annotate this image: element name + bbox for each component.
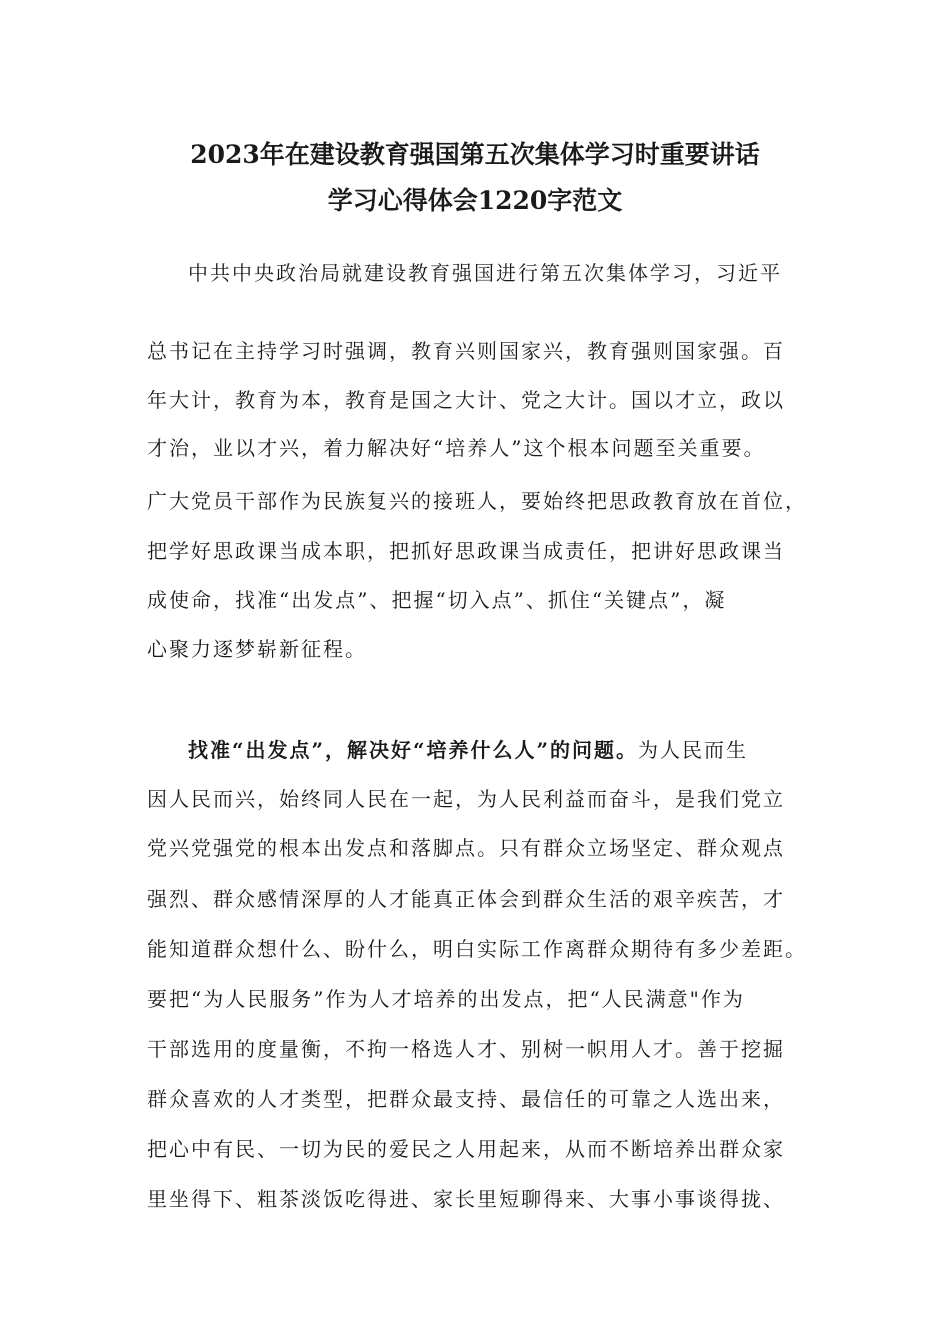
paragraph-1-line: 成使命，找准“出发点”、把握“切入点”、抓住“关键点”，凝 xyxy=(147,588,727,612)
paragraph-2-line: 把心中有民、一切为民的爱民之人用起来，从而不断培养出群众家 xyxy=(147,1137,785,1161)
paragraph-2-first-line xyxy=(188,735,748,765)
paragraph-2-line: 群众喜欢的人才类型，把群众最支持、最信任的可靠之人选出来， xyxy=(147,1087,785,1111)
paragraph-1-line: 广大党员干部作为民族复兴的接班人，要始终把思政教育放在首位， xyxy=(147,489,807,513)
paragraph-2-line: 干部选用的度量衡，不拘一格选人才、别树一帜用人才。善于挖掘 xyxy=(147,1037,785,1061)
paragraph-2-line: 强烈、群众感情深厚的人才能真正体会到群众生活的艰辛疾苦，才 xyxy=(147,887,785,911)
paragraph-2-line: 里坐得下、粗茶淡饭吃得进、家长里短聊得来、大事小事谈得拢、 xyxy=(147,1187,785,1211)
paragraph-2-line: 能知道群众想什么、盼什么，明白实际工作离群众期待有多少差距。 xyxy=(147,937,807,961)
paragraph-1-line: 中共中央政治局就建设教育强国进行第五次集体学习，习近平 xyxy=(188,261,782,285)
paragraph-2-first-line-rest: 为人民而生 xyxy=(638,738,749,762)
paragraph-1-line: 年大计，教育为本，教育是国之大计、党之大计。国以才立，政以 xyxy=(147,388,785,412)
paragraph-1-line: 才治，业以才兴，着力解决好“培养人”这个根本问题至关重要。 xyxy=(147,436,766,460)
paragraph-1-line: 把学好思政课当成本职，把抓好思政课当成责任，把讲好思政课当 xyxy=(147,539,785,563)
paragraph-1-line: 心聚力逐梦崭新征程。 xyxy=(147,637,367,661)
paragraph-2-line: 要把“为人民服务”作为人才培养的出发点，把“人民满意"作为 xyxy=(147,987,745,1011)
paragraph-2-line: 因人民而兴，始终同人民在一起，为人民利益而奋斗，是我们党立 xyxy=(147,787,785,811)
section-heading: 找准“出发点”，解决好“培养什么人”的问题。 xyxy=(188,738,639,762)
document-title-line-2: 学习心得体会1220字范文 xyxy=(327,186,623,215)
paragraph-1-line: 总书记在主持学习时强调，教育兴则国家兴，教育强则国家强。百 xyxy=(147,339,785,363)
document-title-line-1: 2023年在建设教育强国第五次集体学习时重要讲话 xyxy=(190,140,760,169)
paragraph-2-line: 党兴党强党的根本出发点和落脚点。只有群众立场坚定、群众观点 xyxy=(147,836,785,860)
